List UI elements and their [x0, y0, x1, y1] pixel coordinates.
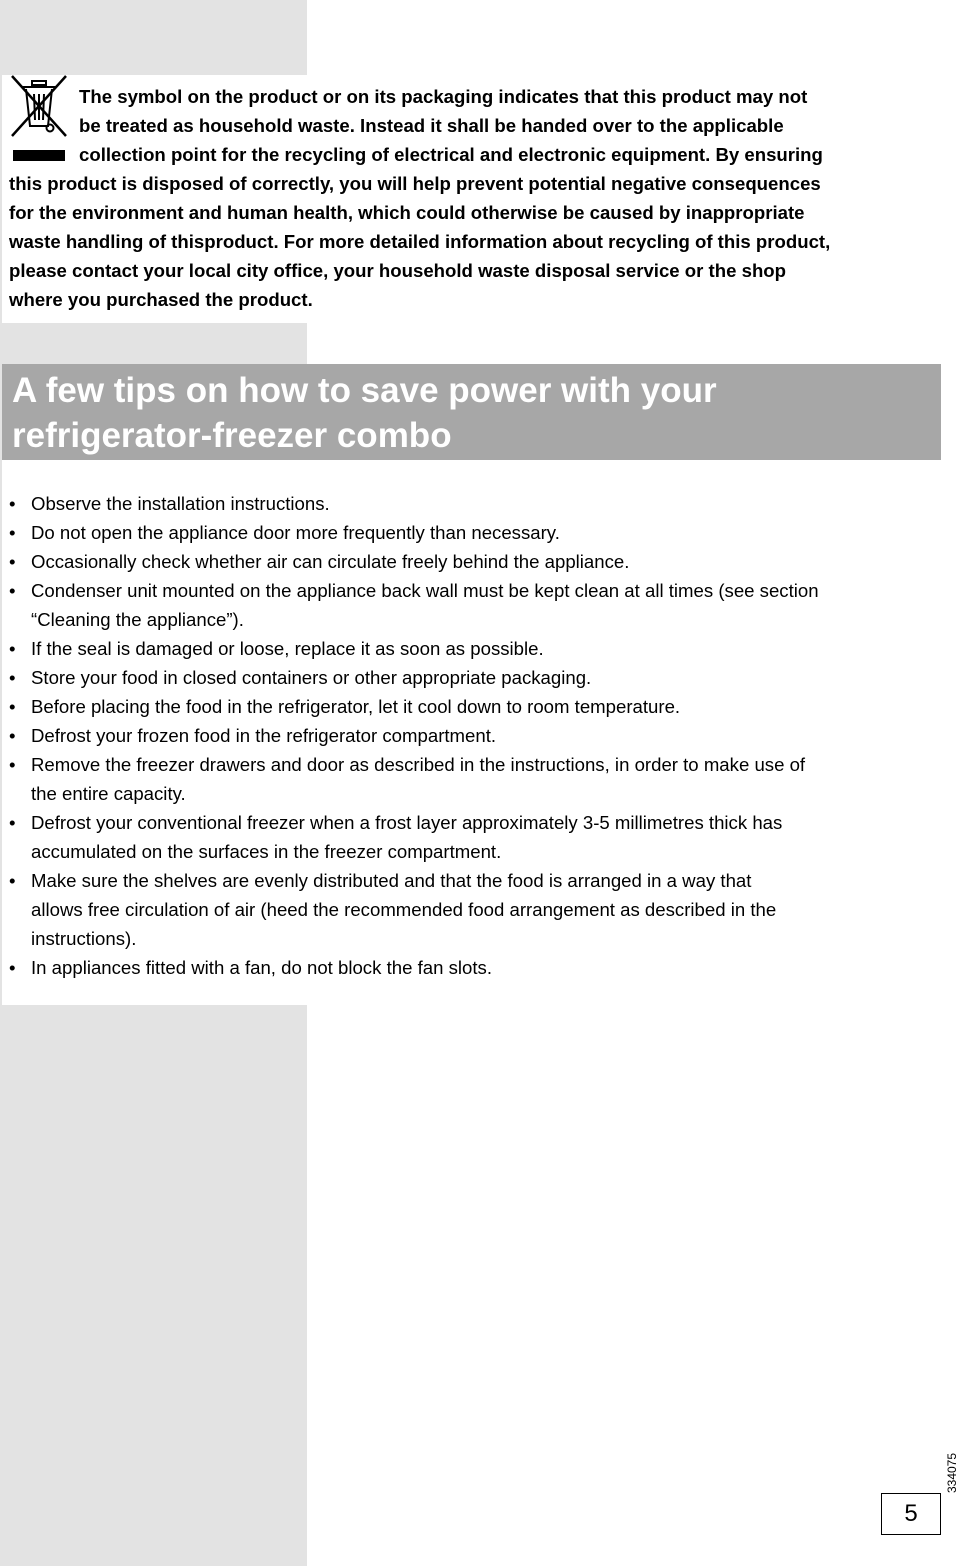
bullet-point: • [9, 754, 16, 775]
recycling-line: be treated as household waste. Instead it shall be handed over to the applicable [79, 115, 784, 136]
bullet-point: • [9, 696, 16, 717]
recycling-line: this product is disposed of correctly, you will help prevent potential negative consequences [9, 173, 821, 194]
bullet-point: • [9, 580, 16, 601]
tip-item [9, 547, 939, 576]
tip-item [9, 576, 939, 634]
tip-text-line: accumulated on the surfaces in the freezer compartment. [31, 841, 502, 862]
bullet-point: • [9, 522, 16, 543]
bullet-point: • [9, 725, 16, 746]
recycling-line: please contact your local city office, your household waste disposal service or the shop [9, 260, 787, 281]
recycling-line: The symbol on the product or on its packaging indicates that this product may not [79, 86, 808, 107]
recycling-line: for the environment and human health, which could otherwise be caused by inappropriate [9, 202, 805, 223]
tip-item [9, 663, 939, 692]
tip-item [9, 750, 939, 808]
tip-item [9, 953, 939, 982]
recycling-line: where you purchased the product. [9, 289, 313, 310]
bullet-point: • [9, 493, 16, 514]
tips-heading-line: A few tips on how to save power with your [12, 371, 717, 410]
tip-item [9, 634, 939, 663]
page-number: 5 [881, 1493, 941, 1535]
tip-text-line: If the seal is damaged or loose, replace it as soon as possible. [31, 638, 544, 659]
tip-text-line: Defrost your frozen food in the refrigerator compartment. [31, 725, 497, 746]
bullet-point: • [9, 812, 16, 833]
tips-heading-line: refrigerator-freezer combo [12, 416, 452, 455]
tip-text-line: Store your food in closed containers or other appropriate packaging. [31, 667, 592, 688]
tip-item [9, 692, 939, 721]
recycling-notice [9, 82, 939, 314]
tips-list [9, 489, 939, 982]
tip-text-line: Defrost your conventional freezer when a frost layer approximately 3-5 millimetres thick has [31, 812, 783, 833]
tip-text-line: In appliances fitted with a fan, do not block the fan slots. [31, 957, 492, 978]
tip-text-line: Remove the freezer drawers and door as described in the instructions, in order to make use of [31, 754, 806, 775]
tip-text-line: Occasionally check whether air can circulate freely behind the appliance. [31, 551, 630, 572]
tip-item [9, 489, 939, 518]
tip-text-line: Make sure the shelves are evenly distributed and that the food is arranged in a way that [31, 870, 752, 891]
tip-text-line: Condenser unit mounted on the appliance back wall must be kept clean at all times (see section [31, 580, 819, 601]
tip-text-line: instructions). [31, 928, 137, 949]
tip-text-line: Observe the installation instructions. [31, 493, 330, 514]
tips-heading [12, 368, 931, 458]
tip-text-line: Do not open the appliance door more frequently than necessary. [31, 522, 560, 543]
bullet-point: • [9, 667, 16, 688]
tip-text-line: “Cleaning the appliance”). [31, 609, 244, 630]
recycling-line: collection point for the recycling of electrical and electronic equipment. By ensuring [79, 144, 823, 165]
tips-heading-bar [2, 364, 941, 460]
bullet-point: • [9, 551, 16, 572]
bullet-point: • [9, 870, 16, 891]
tip-item [9, 721, 939, 750]
tip-text-line: allows free circulation of air (heed the recommended food arrangement as described in the [31, 899, 777, 920]
tip-item [9, 866, 939, 953]
bullet-point: • [9, 638, 16, 659]
bullet-point: • [9, 957, 16, 978]
tip-item [9, 518, 939, 547]
tip-text-line: Before placing the food in the refrigerator, let it cool down to room temperature. [31, 696, 681, 717]
document-code: 334075 [945, 1452, 959, 1494]
tip-text-line: the entire capacity. [31, 783, 186, 804]
recycling-line: waste handling of thisproduct. For more detailed information about recycling of this product, [9, 231, 831, 252]
tip-item [9, 808, 939, 866]
